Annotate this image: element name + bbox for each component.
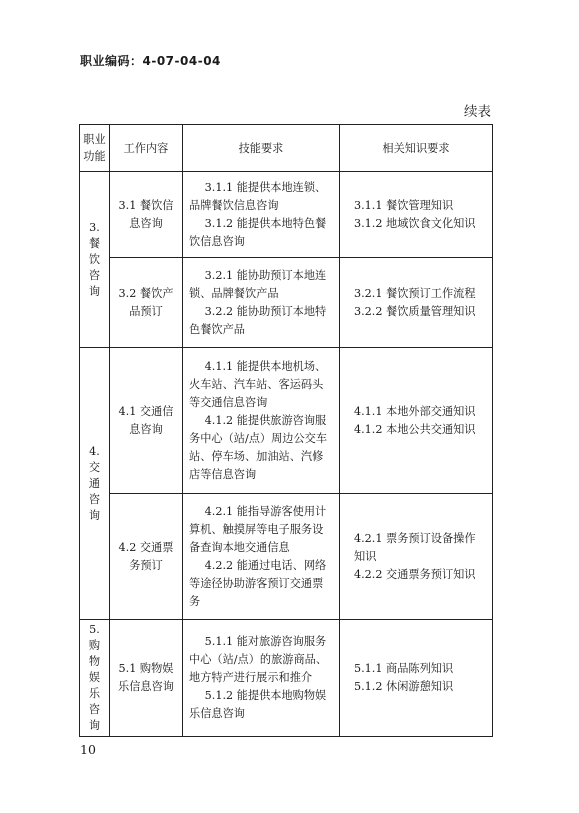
table-row (80, 348, 493, 494)
content-cell: 5.1 购物娱乐信息咨询 (110, 620, 183, 737)
page-number: 10 (80, 742, 96, 757)
content-cell: 4.2 交通票务预订 (110, 494, 183, 620)
content-cell: 3.2 餐饮产品预订 (110, 258, 183, 348)
table-header-row (80, 125, 493, 172)
knowledge-cell: 5.1.1 商品陈列知识 5.1.2 休闲游憩知识 (340, 620, 493, 737)
table-row (80, 620, 493, 737)
skills-cell: 4.2.1 能指导游客使用计算机、触摸屏等电子服务设备查询本地交通信息 4.2.2 能通过电话、网络等途径协助游客预订交通票务 (183, 494, 340, 620)
knowledge-cell: 4.1.1 本地外部交通知识 4.1.2 本地公共交通知识 (340, 348, 493, 494)
skills-cell: 5.1.1 能对旅游咨询服务中心（站/点）的旅游商品、地方特产进行展示和推介 5.1.2 能提供本地购物娱乐信息咨询 (183, 620, 340, 737)
skills-cell: 3.2.1 能协助预订本地连锁、品牌餐饮产品 3.2.2 能协助预订本地特色餐饮产品 (183, 258, 340, 348)
content-cell: 3.1 餐饮信息咨询 (110, 172, 183, 258)
table-row (80, 258, 493, 348)
header-skills: 技能要求 (183, 125, 340, 172)
knowledge-cell: 4.2.1 票务预订设备操作知识 4.2.2 交通票务预订知识 (340, 494, 493, 620)
table-row (80, 494, 493, 620)
header-function: 职业功能 (80, 125, 110, 172)
header-content: 工作内容 (110, 125, 183, 172)
knowledge-cell: 3.2.1 餐饮预订工作流程 3.2.2 餐饮质量管理知识 (340, 258, 493, 348)
occupation-code: 职业编码：4-07-04-04 (80, 54, 221, 68)
header-knowledge: 相关知识要求 (340, 125, 493, 172)
content-cell: 4.1 交通信息咨询 (110, 348, 183, 494)
function-cell: 5. 购 物 娱 乐 咨 询 (80, 620, 110, 737)
continuation-label: 续表 (464, 104, 491, 120)
knowledge-cell: 3.1.1 餐饮管理知识 3.1.2 地域饮食文化知识 (340, 172, 493, 258)
function-cell: 4. 交 通 咨 询 (80, 348, 110, 620)
function-cell: 3. 餐 饮 咨 询 (80, 172, 110, 348)
skills-cell: 3.1.1 能提供本地连锁、品牌餐饮信息咨询 3.1.2 能提供本地特色餐饮信息咨询 (183, 172, 340, 258)
skills-table (79, 124, 493, 737)
table-row (80, 172, 493, 258)
skills-cell: 4.1.1 能提供本地机场、火车站、汽车站、客运码头等交通信息咨询 4.1.2 能提供旅游咨询服务中心（站/点）周边公交车站、停车场、加油站、汽修店等信息咨询 (183, 348, 340, 494)
